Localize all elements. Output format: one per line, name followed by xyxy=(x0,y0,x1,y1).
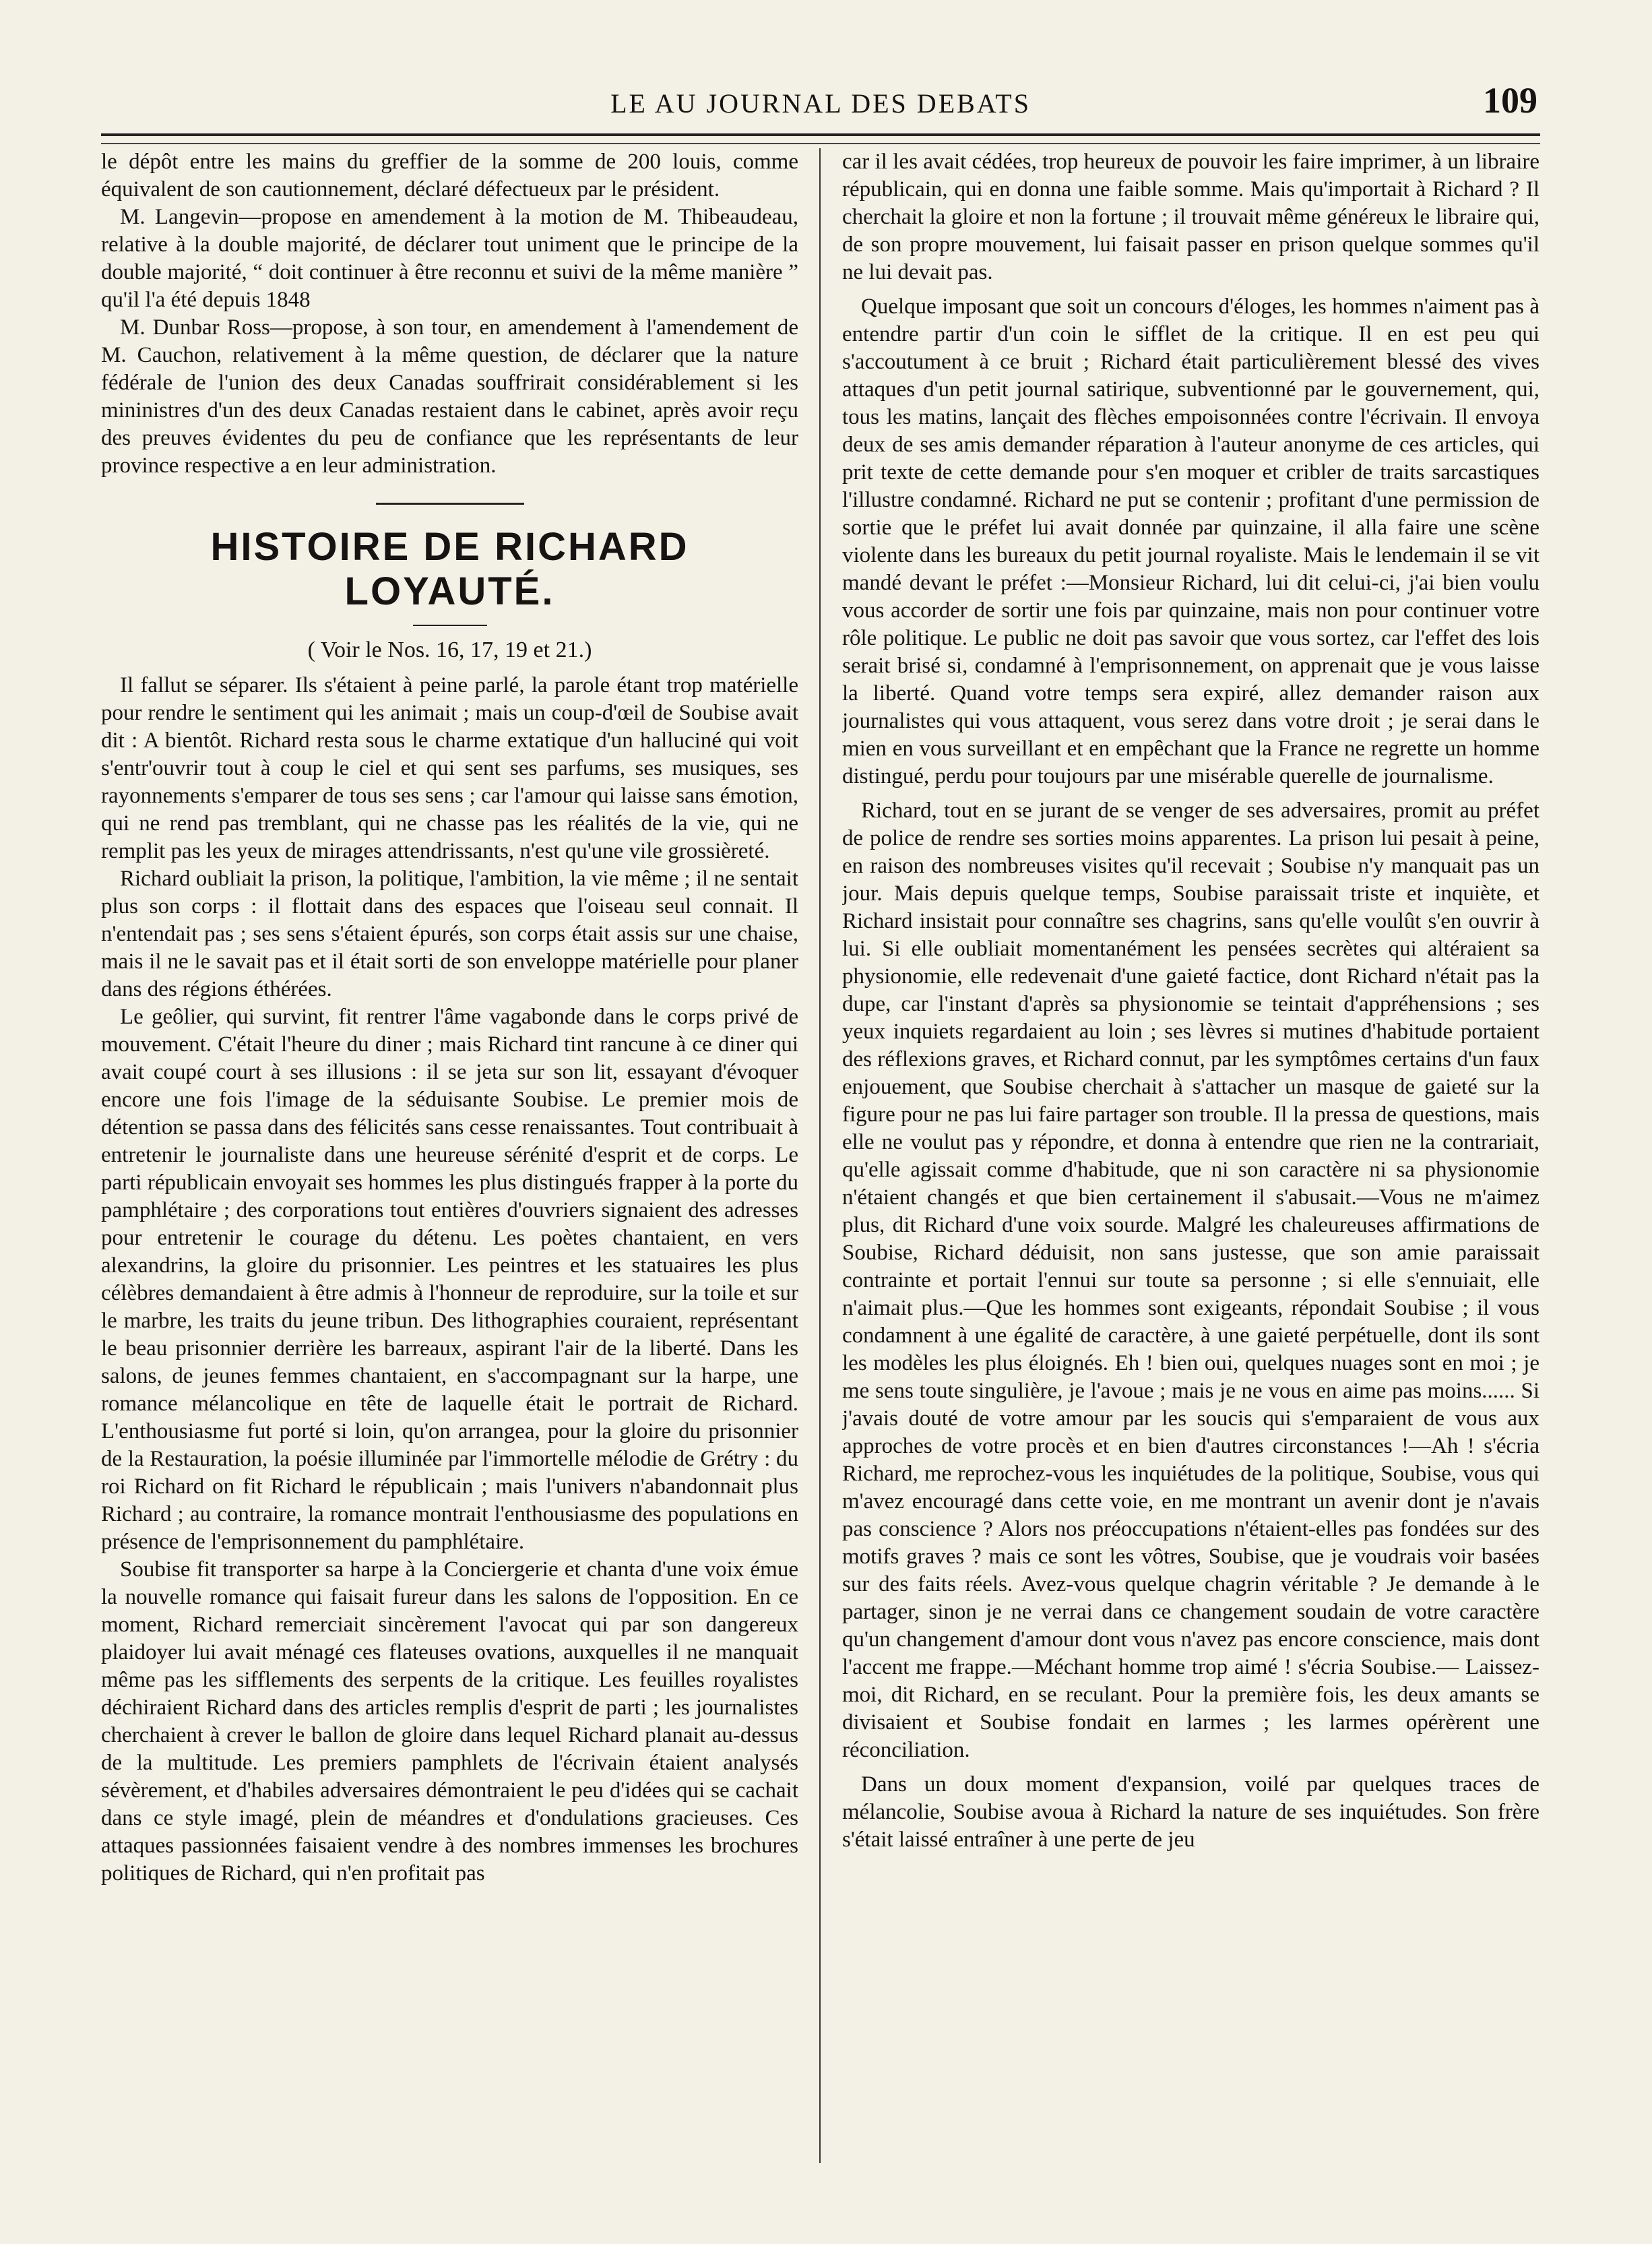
page-number: 109 xyxy=(1483,80,1537,121)
text-columns xyxy=(101,148,1540,2210)
paragraph: Soubise fit transporter sa harpe à la Conciergerie et chanta d'une voix émue la nouvelle romance qui faisait fureur dans les salons de l'opposition. En ce moment, Richard remerciait sincèrement l'avocat qui par son dangereux plaidoyer lui avait ménagé ces flateuses ovations, auxquelles il ne manquait même pas les sifflements des serpents de la critique. Les feuilles royalistes déchiraient Richard dans des articles remplis d'esprit de parti ; les journalistes cherchaient à crever le ballon de gloire dans lequel Richard planait au-dessus de la multitude. Les premiers pamphlets de l'écrivain étaient analysés sévèrement, et d'habiles adversaires démontraient le peu d'idées qui se cachait dans ce style imagé, plein de méandres et d'ondulations gracieuses. Ces attaques passionnées faisaient vendre à des nombres immenses les brochures politiques de Richard, qui n'en profitait pas xyxy=(101,1557,798,1885)
paragraph: M. Dunbar Ross—propose, à son tour, en amendement à l'amendement de M. Cauchon, relativement à la même question, de déclarer que la nature fédérale de l'union des deux Canadas souffrirait considérablement si les mininistres d'un des deux Canadas restaient dans le cabinet, après avoir reçu des preuves évidentes du peu de confiance que les représentants de leur province respective a en leur administration. xyxy=(101,315,798,478)
paragraph: Quelque imposant que soit un concours d'éloges, les hommes n'aiment pas à entendre partir d'un coin le sifflet de la critique. Il en est peu qui s'accoutument à ce bruit ; Richard était particulièrement blessé des vives attaques d'un petit journal satirique, subventionné par le gouvernement, qui, tous les matins, lançait des flèches empoisonnées contre l'écrivain. Il envoya deux de ses amis demander réparation à l'auteur anonyme de ces articles, qui prit texte de cette demande pour s'en moquer et cribler de traits sarcastiques l'illustre condamné. Richard ne put se contenir ; profitant d'une permission de sortie que le préfet lui avait donnée par quinzaine, il alla faire une scène violente dans les bureaux du petit journal royaliste. Mais le lendemain il se vit mandé devant le préfet :—Monsieur Richard, lui dit celui-ci, j'ai bien voulu vous accorder de sortir une fois par quinzaine, mais non pour continuer votre rôle politique. Le public ne doit pas savoir que vous sortez, car l'effet des lois serait brisé si, condamné à l'emprisonnement, on apprenait que je vous laisse la liberté. Quand votre temps sera expiré, allez demander raison aux journalistes qui vous attaquent, vous serez dans votre droit ; je serai dans le mien en vous surveillant et en empêchant que la France ne regrette un homme distingué, perdu pour toujours par une misérable querelle de journalisme. xyxy=(842,294,1539,788)
story-title: HISTOIRE DE RICHARD LOYAUTÉ. xyxy=(210,525,689,613)
story-reference: ( Voir le Nos. 16, 17, 19 et 21.) xyxy=(307,637,592,662)
paragraph: Richard oubliait la prison, la politique, l'ambition, la vie même ; il ne sentait plus son corps : il flottait dans des espaces que l'oiseau seul connait. Il n'entendait pas ; ses sens s'étaient épurés, son corps était assis sur une chaise, mais il ne le savait pas et il était sorti de son enveloppe matérielle pour planer dans des régions éthérées. xyxy=(101,867,798,1001)
title-rule xyxy=(413,625,487,626)
left-column xyxy=(101,148,798,2210)
column-divider xyxy=(819,148,821,2163)
page-header xyxy=(101,80,1540,133)
paragraph: le dépôt entre les mains du greffier de la somme de 200 louis, comme équivalent de son cautionnement, déclaré défectueux par le président. xyxy=(101,150,798,201)
running-title: LE AU JOURNAL DES DEBATS xyxy=(610,88,1031,119)
paragraph: Il fallut se séparer. Ils s'étaient à peine parlé, la parole étant trop matérielle pour rendre le sentiment qui les animait ; mais un coup-d'œil de Soubise avait dit : A bientôt. Richard resta sous le charme extatique d'un halluciné qui voit s'entr'ouvrir tout à coup le ciel et qui sent ses parfums, ses musiques, ses rayonnements s'emparer de tous ses sens ; car l'amour qui laisse sans émotion, qui ne rend pas tremblant, qui ne chasse pas les réalités de la vie, qui ne remplit pas les yeux de mirages attendrissants, n'est qu'une vile grossièreté. xyxy=(101,673,798,863)
paragraph: car il les avait cédées, trop heureux de pouvoir les faire imprimer, à un libraire républicain, qui en donna une faible somme. Mais qu'importait à Richard ? Il cherchait la gloire et non la fortune ; il trouvait même généreux le libraire qui, de son propre mouvement, lui faisait passer en prison quelque sommes qu'il ne lui devait pas. xyxy=(842,150,1539,284)
header-rule xyxy=(101,133,1540,144)
right-column xyxy=(842,148,1539,2210)
newspaper-page xyxy=(101,0,1540,2244)
paragraph: Dans un doux moment d'expansion, voilé par quelques traces de mélancolie, Soubise avoua à Richard la nature de ses inquiétudes. Son frère s'était laissé entraîner à une perte de jeu xyxy=(842,1772,1539,1852)
paragraph: M. Langevin—propose en amendement à la motion de M. Thibeaudeau, relative à la double majorité, de déclarer tout uniment que le principe de la double majorité, “ doit continuer à être reconnu et suivi de la même manière ” qu'il l'a été depuis 1848 xyxy=(101,205,798,312)
section-divider xyxy=(376,503,524,505)
paragraph: Le geôlier, qui survint, fit rentrer l'âme vagabonde dans le corps privé de mouvement. C'était l'heure du diner ; mais Richard tint rancune à ce diner qui avait coupé court à ses illusions : il se jeta sur son lit, essayant d'évoquer encore une fois l'image de la séduisante Soubise. Le premier mois de détention se passa dans des félicités sans cesse renaissantes. Tout contribuait à entretenir le journaliste dans une heureuse sérénité d'esprit et de corps. Le parti républicain envoyait ses hommes les plus distingués frapper à la porte du pamphlétaire ; des corporations tout entières d'ouvriers signaient des adresses pour entretenir le courage du détenu. Les poètes chantaient, en vers alexandrins, la gloire du prisonnier. Les peintres et les statuaires les plus célèbres demandaient à être admis à l'honneur de reproduire, sur la toile et sur le marbre, les traits du jeune tribun. Des lithographies couraient, représentant le beau prisonnier derrière les barreaux, aspirant l'air de la liberté. Dans les salons, de jeunes femmes chantaient, en s'accompagnant sur la harpe, une romance mélancolique en tête de laquelle était le portrait de Richard. L'enthousiasme fut porté si loin, qu'on arrangea, pour la gloire du prisonnier de la Restauration, la poésie illuminée par l'immortelle mélodie de Grétry : du roi Richard on fit Richard le républicain ; mais l'univers n'abandonnait plus Richard ; au contraire, la romance montrait l'enthousiasme des populations en présence de l'emprisonnement du pamphlétaire. xyxy=(101,1005,798,1554)
paragraph: Richard, tout en se jurant de se venger de ses adversaires, promit au préfet de police de rendre ses sorties moins apparentes. La prison lui pesait à peine, en raison des nombreuses visites qu'il recevait ; Soubise n'y manquait pas un jour. Mais depuis quelque temps, Soubise paraissait triste et inquiète, et Richard insistait pour connaître ses chagrins, sans qu'elle voulût s'en ouvrir à lui. Si elle oubliait momentanément les pensées secrètes qui altéraient sa physionomie, elle redevenait d'une gaieté factice, dont Richard n'était pas la dupe, car l'instant d'après sa physionomie se teintait d'appréhensions ; ses yeux inquiets regardaient au loin ; ses lèvres si mutines d'habitude portaient des réflexions graves, et Richard connut, par les symptômes certains d'un faux enjouement, que Soubise cherchait à s'attacher un masque de gaieté sur la figure pour ne pas lui faire partager son trouble. Il la pressa de questions, mais elle ne voulut pas y répondre, et donna à entendre que rien ne la contrariait, qu'elle agissait comme d'habitude, que ni son caractère ni sa physionomie n'étaient changés et que bien certainement il s'abusait.—Vous ne m'aimez plus, dit Richard d'une voix sourde. Malgré les chaleureuses affirmations de Soubise, Richard déduisit, non sans justesse, que son amie paraissait contrainte et portait l'ennui sur toute sa personne ; si elle s'ennuiait, elle n'aimait plus.—Que les hommes sont exigeants, répondait Soubise ; il vous condamnent à une égalité de caractère, à une gaieté perpétuelle, dont ils sont les modèles les plus éloignés. Eh ! bien oui, quelques nuages sont en moi ; je me sens toute singulière, je l'avoue ; mais je ne vous en aime pas moins...... Si j'avais douté de votre amour par les soucis qui s'emparaient de vous aux approches de votre procès et en bien d'autres circonstances !—Ah ! s'écria Richard, me reprochez-vous les inquiétudes de la politique, Soubise, vous qui m'avez encouragé dans cette voie, en me montrant un avenir dont je n'avais pas conscience ? Alors nos préoccupations n'étaient-elles pas fondées sur des motifs graves ? mais ce sont les vôtres, Soubise, que je voudrais voir basées sur des faits réels. Avez-vous quelque chagrin véritable ? Je demande à le partager, sinon je ne verrai dans ce changement soudain de votre caractère qu'un changement d'amour dont vous n'avez pas encore conscience, mais dont l'accent me frappe.—Méchant homme trop aimé ! s'écria Soubise.— Laissez-moi, dit Richard, en se reculant. Pour la première fois, les deux amants se divisaient et Soubise fondait en larmes ; les larmes opérèrent une réconciliation. xyxy=(842,799,1539,1762)
